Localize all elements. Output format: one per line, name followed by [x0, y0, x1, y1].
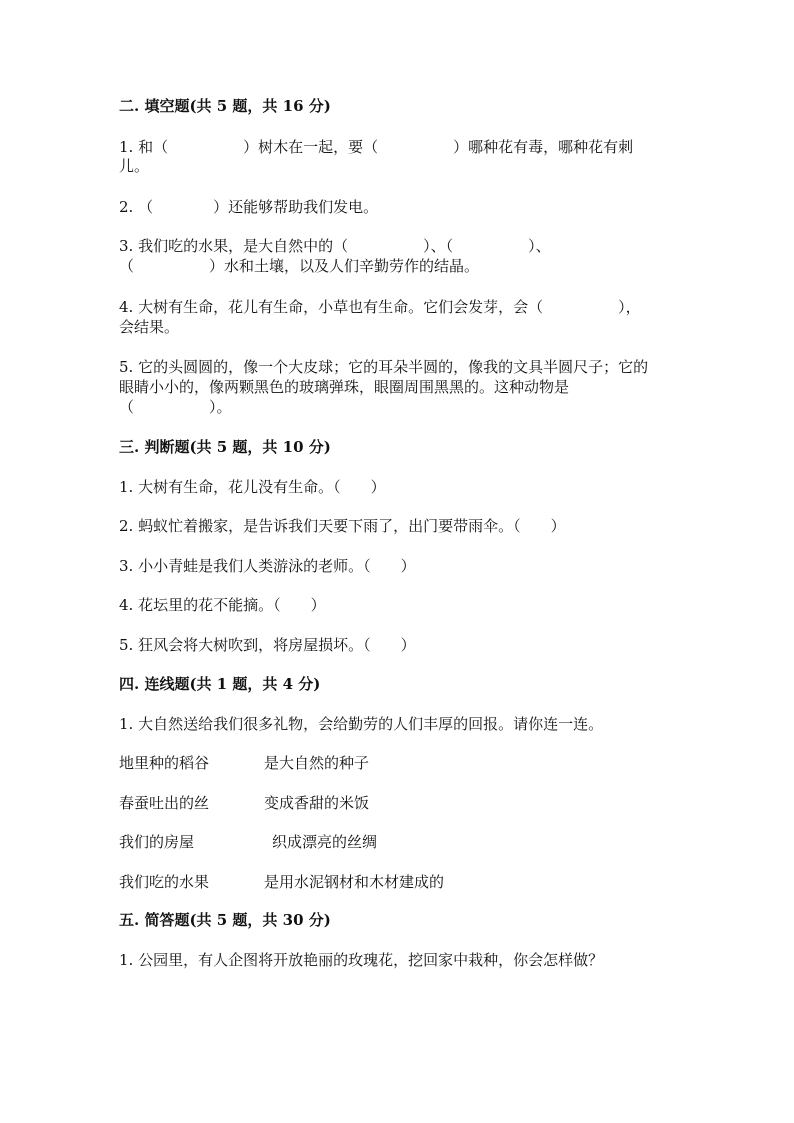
question-text: 4. 花坛里的花不能摘。（ ） [119, 596, 326, 614]
question-text: 儿。 [119, 157, 150, 175]
question-text: 5. 它的头圆圆的，像一个大皮球；它的耳朵半圆的，像我的文具半圆尺子；它的 [119, 358, 649, 376]
match-right-item: 是用水泥钢材和木材建成的 [264, 873, 445, 891]
match-right-item: 织成漂亮的丝绸 [272, 833, 378, 851]
question-text: （ ）水和土壤，以及人们辛勤劳作的结晶。 [119, 257, 480, 275]
match-left-item: 春蚕吐出的丝 [119, 794, 210, 812]
match-left-item: 地里种的稻谷 [119, 754, 210, 772]
section-heading-matching: 四. 连线题(共 1 题，共 4 分) [119, 675, 321, 693]
match-right-item: 是大自然的种子 [264, 754, 370, 772]
section-heading-fill-blank: 二. 填空题(共 5 题，共 16 分) [119, 97, 331, 115]
section-heading-short-answer: 五. 简答题(共 5 题，共 30 分) [119, 911, 331, 929]
question-text: （ ）。 [119, 398, 232, 416]
question-text: 5. 狂风会将大树吹到，将房屋损坏。（ ） [119, 636, 416, 654]
section-heading-true-false: 三. 判断题(共 5 题，共 10 分) [119, 438, 331, 456]
match-right-item: 变成香甜的米饭 [264, 794, 370, 812]
question-text: 1. 大树有生命，花儿没有生命。（ ） [119, 478, 386, 496]
question-text: 会结果。 [119, 318, 180, 336]
question-text: 1. 和（ ）树木在一起，要（ ）哪种花有毒，哪种花有刺 [119, 138, 634, 156]
match-left-item: 我们吃的水果 [119, 873, 210, 891]
match-left-item: 我们的房屋 [119, 833, 195, 851]
question-text: 眼睛小小的，像两颗黑色的玻璃弹珠，眼圈周围黑黑的。这种动物是 [119, 378, 570, 396]
question-text: 4. 大树有生命，花儿有生命，小草也有生命。它们会发芽，会（ ）， [119, 298, 641, 316]
question-text: 3. 我们吃的水果，是大自然中的（ ）、（ ）、 [119, 237, 551, 255]
question-text: 1. 大自然送给我们很多礼物，会给勤劳的人们丰厚的回报。请你连一连。 [119, 715, 604, 733]
question-text: 2. （ ）还能够帮助我们发电。 [119, 198, 379, 216]
question-text: 3. 小小青蛙是我们人类游泳的老师。（ ） [119, 557, 416, 575]
question-text: 1. 公园里，有人企图将开放艳丽的玫瑰花，挖回家中栽种，你会怎样做？ [119, 951, 604, 969]
question-text: 2. 蚂蚁忙着搬家，是告诉我们天要下雨了，出门要带雨伞。（ ） [119, 517, 566, 535]
